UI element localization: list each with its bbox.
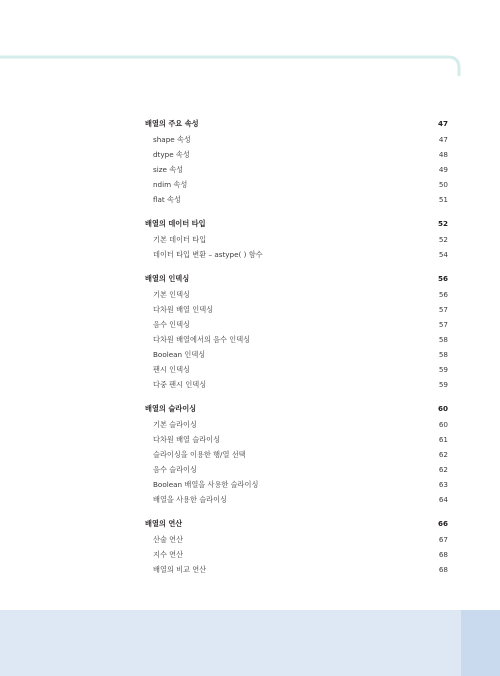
entry-title: flat 속성 — [153, 195, 181, 204]
entry-page-number: 57 — [438, 305, 448, 314]
entry-page-number: 56 — [438, 290, 448, 299]
toc-entry[interactable] — [145, 162, 448, 177]
entry-page-number: 64 — [438, 495, 448, 504]
toc-section — [145, 271, 448, 392]
entry-title: 배열을 사용한 슬라이싱 — [153, 495, 228, 504]
section-page-number: 60 — [437, 404, 448, 413]
toc-entry[interactable] — [145, 477, 448, 492]
toc-entry[interactable] — [145, 417, 448, 432]
entry-title: 슬라이싱을 이용한 행/열 선택 — [153, 450, 246, 459]
toc-entry[interactable] — [145, 287, 448, 302]
toc-entry[interactable] — [145, 332, 448, 347]
toc-entry[interactable] — [145, 547, 448, 562]
entry-page-number: 62 — [438, 465, 448, 474]
toc-section — [145, 216, 448, 262]
entry-title: dtype 속성 — [153, 150, 190, 159]
entry-page-number: 63 — [438, 480, 448, 489]
entry-title: 데이터 타입 변환 – astype( ) 함수 — [153, 250, 263, 259]
entry-page-number: 60 — [438, 420, 448, 429]
entry-page-number: 48 — [438, 150, 448, 159]
section-title: 배열의 주요 속성 — [145, 119, 199, 128]
entry-page-number: 50 — [438, 180, 448, 189]
entry-title: 다중 팬시 인덱싱 — [153, 380, 207, 389]
toc-entry[interactable] — [145, 562, 448, 577]
entry-title: 음수 슬라이싱 — [153, 465, 197, 474]
toc-entry[interactable] — [145, 377, 448, 392]
toc-entry[interactable] — [145, 302, 448, 317]
section-page-number: 66 — [437, 519, 448, 528]
entry-page-number: 52 — [438, 235, 448, 244]
entry-page-number: 49 — [438, 165, 448, 174]
entry-page-number: 62 — [438, 450, 448, 459]
entry-title: 팬시 인덱싱 — [153, 365, 191, 374]
entry-title: 산술 연산 — [153, 535, 184, 544]
entry-title: 다차원 배열에서의 음수 인덱싱 — [153, 335, 251, 344]
toc-entry[interactable] — [145, 177, 448, 192]
entry-title: 기본 인덱싱 — [153, 290, 191, 299]
entry-title: 기본 슬라이싱 — [153, 420, 197, 429]
entry-page-number: 67 — [438, 535, 448, 544]
toc-section — [145, 116, 448, 207]
toc-section-heading[interactable] — [145, 271, 448, 287]
toc-section-heading[interactable] — [145, 116, 448, 132]
entry-page-number: 59 — [438, 365, 448, 374]
toc-section — [145, 401, 448, 507]
toc-entry[interactable] — [145, 492, 448, 507]
toc-section — [145, 516, 448, 577]
section-title: 배열의 인덱싱 — [145, 274, 190, 283]
toc-entry[interactable] — [145, 432, 448, 447]
entry-page-number: 61 — [438, 435, 448, 444]
section-title: 배열의 슬라이싱 — [145, 404, 197, 413]
section-page-number: 56 — [437, 274, 448, 283]
table-of-contents — [145, 116, 448, 586]
section-title: 배열의 데이터 타입 — [145, 219, 206, 228]
entry-title: 지수 연산 — [153, 550, 184, 559]
entry-title: 배열의 비교 연산 — [153, 565, 207, 574]
toc-entry[interactable] — [145, 347, 448, 362]
toc-entry[interactable] — [145, 532, 448, 547]
toc-entry[interactable] — [145, 247, 448, 262]
toc-entry[interactable] — [145, 447, 448, 462]
toc-entry[interactable] — [145, 317, 448, 332]
toc-entry[interactable] — [145, 362, 448, 377]
bottom-corner-block — [461, 610, 500, 676]
entry-title: ndim 속성 — [153, 180, 188, 189]
entry-title: Boolean 배열을 사용한 슬라이싱 — [153, 480, 259, 489]
toc-section-heading[interactable] — [145, 516, 448, 532]
entry-page-number: 58 — [438, 350, 448, 359]
entry-title: size 속성 — [153, 165, 184, 174]
entry-title: Boolean 인덱싱 — [153, 350, 206, 359]
entry-title: 다차원 배열 슬라이싱 — [153, 435, 221, 444]
toc-entry[interactable] — [145, 192, 448, 207]
entry-page-number: 68 — [438, 550, 448, 559]
entry-page-number: 59 — [438, 380, 448, 389]
toc-section-heading[interactable] — [145, 401, 448, 417]
entry-page-number: 51 — [438, 195, 448, 204]
entry-page-number: 68 — [438, 565, 448, 574]
entry-page-number: 58 — [438, 335, 448, 344]
entry-title: shape 속성 — [153, 135, 191, 144]
entry-title: 음수 인덱싱 — [153, 320, 191, 329]
entry-page-number: 54 — [438, 250, 448, 259]
toc-section-heading[interactable] — [145, 216, 448, 232]
section-page-number: 52 — [437, 219, 448, 228]
entry-title: 다차원 배열 인덱싱 — [153, 305, 214, 314]
entry-page-number: 57 — [438, 320, 448, 329]
toc-entry[interactable] — [145, 232, 448, 247]
toc-entry[interactable] — [145, 462, 448, 477]
top-decorative-band — [0, 0, 500, 76]
section-title: 배열의 연산 — [145, 519, 183, 528]
toc-entry[interactable] — [145, 132, 448, 147]
bottom-decorative-band — [0, 610, 500, 676]
entry-page-number: 47 — [438, 135, 448, 144]
toc-entry[interactable] — [145, 147, 448, 162]
entry-title: 기본 데이터 타입 — [153, 235, 207, 244]
section-page-number: 47 — [437, 119, 448, 128]
